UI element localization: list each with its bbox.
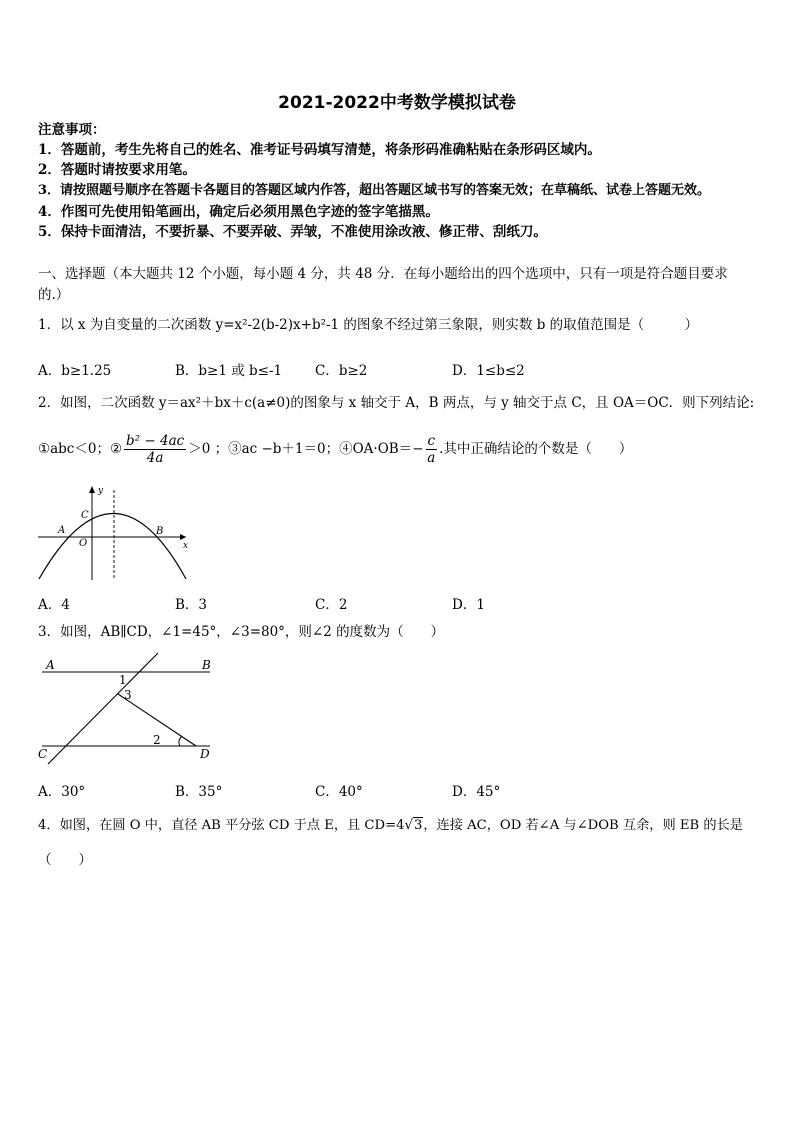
parabola-curve (39, 514, 189, 580)
q2-option-b: B．3 (175, 597, 208, 613)
notice-item: 5．保持卡面清洁，不要折暴、不要弄破、弄皱，不准使用涂改液、修正带、刮纸刀。 (38, 224, 547, 240)
label-a: A (58, 525, 66, 536)
q4-stem-part: ，连接 AC，OD 若∠A 与∠DOB 互余，则 EB 的长是 (423, 818, 743, 833)
label-y: y (98, 486, 104, 496)
q2-conclusion-text: ＞0 ；③ac −b＋1＝0；④OA·OB＝− (188, 441, 424, 457)
transversal-line (48, 653, 158, 764)
q3-option-d: D．45° (452, 784, 501, 800)
q4-answer-blank: （ ） (38, 852, 92, 868)
question-2-stem: 2．如图，二次函数 y＝ax²＋bx＋c(a≠0)的图象与 x 轴交于 A，B 两点，与 y 轴交于点 C，且 OA＝OC．则下列结论: (38, 395, 755, 411)
parallel-lines-figure (34, 648, 224, 766)
label-a: A (46, 658, 55, 672)
notice-item: 4．作图可先使用铅笔画出，确定后必须用黑色字迹的签字笔描黑。 (38, 204, 439, 220)
question-3-stem: 3．如图，AB∥CD，∠1=45°，∠3=80°，则∠2 的度数为（ ） (38, 624, 445, 640)
question-4-stem (38, 816, 743, 836)
parabola-figure (34, 482, 194, 582)
label-x: x (183, 541, 189, 551)
section-heading-line2: 的.） (38, 287, 70, 303)
q1-option-d: D．1≤b≤2 (452, 363, 525, 379)
fraction-c-over-a: $\frac{c}{a}$ (427, 433, 436, 466)
q2-conclusion-text: ①abc＜0；② (38, 441, 123, 457)
q2-option-a: A．4 (38, 597, 70, 613)
q2-conclusion-text: .其中正确结论的个数是（ ） (439, 441, 633, 457)
y-axis-arrow (89, 486, 95, 493)
question-2-conclusions (38, 432, 632, 466)
label-angle-1: 1 (119, 673, 127, 687)
q1-option-a: A．b≥1.25 (38, 363, 112, 379)
label-d: D (200, 747, 210, 761)
x-axis-arrow (180, 534, 186, 540)
label-angle-2: 2 (153, 733, 161, 747)
q3-option-c: C．40° (315, 784, 363, 800)
q3-option-b: B．35° (175, 784, 223, 800)
page-title: 2021-2022中考数学模拟试卷 (278, 93, 516, 113)
label-c: C (81, 510, 89, 521)
notice-item: 2．答题时请按要求用笔。 (38, 162, 196, 178)
q3-option-a: A．30° (38, 784, 86, 800)
q2-option-d: D．1 (452, 597, 485, 613)
section-heading-line1: 一、选择题（本大题共 12 个小题，每小题 4 分，共 48 分．在每小题给出的四个选项中，只有一项是符合题目要求 (38, 266, 728, 282)
label-c: C (38, 747, 48, 761)
label-b: B (156, 526, 164, 537)
notice-heading: 注意事项： (38, 122, 106, 138)
question-1-stem: 1．以 x 为自变量的二次函数 y=x²-2(b-2)x+b²-1 的图象不经过第三象限，则实数 b 的取值范围是（ ） (38, 317, 699, 333)
q1-option-c: C．b≥2 (315, 363, 368, 379)
q4-stem-part: 4．如图，在圆 O 中，直径 AB 平分弦 CD 于点 E，且 CD=4 (38, 818, 405, 833)
q1-option-b: B．b≥1 或 b≤-1 (175, 363, 283, 379)
notice-item: 3．请按照题号顺序在答题卡各题目的答题区域内作答，超出答题区域书写的答案无效；在草稿纸、试卷上答题无效。 (38, 183, 711, 198)
label-o: O (79, 538, 88, 549)
notice-item: 1．答题前，考生先将自己的姓名、准考证号码填写清楚，将条形码准确粘贴在条形码区域内。 (38, 142, 601, 158)
angle-2-arc (179, 736, 182, 746)
q2-option-c: C．2 (315, 597, 348, 613)
label-angle-3: 3 (124, 688, 132, 702)
fraction-b2-4ac-over-4a: $\frac{\text{b² − 4ac}}{4a}$ (126, 433, 185, 466)
square-root-3: √3 (404, 818, 423, 833)
label-b: B (202, 658, 211, 672)
